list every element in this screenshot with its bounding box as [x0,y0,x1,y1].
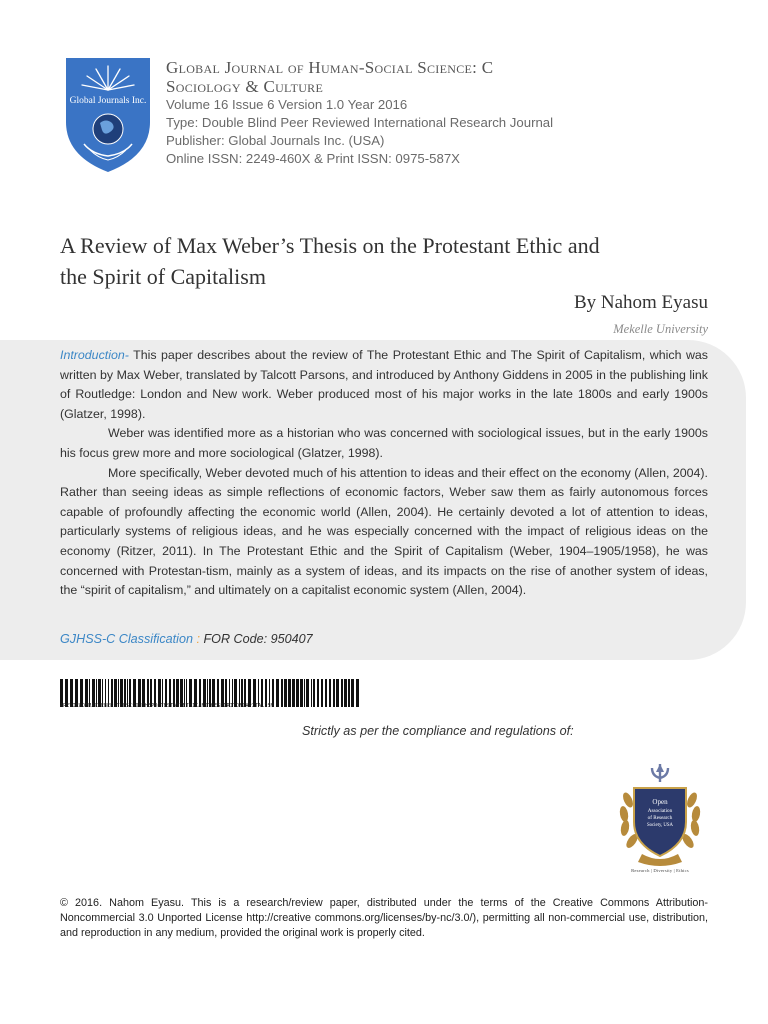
abstract-paragraph-2: Weber was identified more as a historian who was concerned with sociological issues, but in the early 1900s his focus grew more and more sociological (Glatzer, 1998). [60,426,708,460]
abstract [60,346,708,601]
global-journals-logo [62,52,154,174]
abstract-paragraph-1-text: This paper describes about the review of The Protestant Ethic and The Spirit of Capitalism, which was written by Max Weber, translated by Talcott Parsons, and introduced by Anthony Giddens in 2005 in the publishing link of Routledge: London and New work. Weber produced most of his major works in the late 1800s and early 1900s (Glatzer, 1998). [60,348,708,421]
license-statement: © 2016. Nahom Eyasu. This is a research/review paper, distributed under the terms of the Creative Commons Attribution-Noncommercial 3.0 Unported License http://creative commons.org/licenses/by-nc/3.0/), permitting all non-commercial use, distribution, and reproduction in any medium, provided the original work is properly cited. [60,897,708,939]
journal-name-line2: Sociology & Culture [166,77,324,96]
emblem-footer: Research | Diversity | Ethics [631,868,689,873]
author-affiliation: Mekelle University [613,322,708,336]
laurel-emblem-icon [612,760,708,870]
shield-logo-icon [62,52,154,174]
journal-issn: Online ISSN: 2249-460X & Print ISSN: 0975-587X [166,151,460,166]
journal-publisher: Publisher: Global Journals Inc. (USA) [166,133,385,148]
barcode-text: AREVIEWOFMAXWEBERSTHESISONTHEPROTESTANTETHICANDTHESPIRITOFCAPITALISM [60,703,274,709]
classification-separator: : [196,632,200,646]
emblem-line2: Association [647,808,673,814]
emblem-line4: Society, USA [646,823,674,828]
compliance-statement: Strictly as per the compliance and regulations of: [302,724,574,738]
classification-label: GJHSS-C Classification [60,632,193,646]
journal-type: Type: Double Blind Peer Reviewed International Research Journal [166,115,554,130]
open-association-emblem [612,760,708,878]
logo-text: Global Journals Inc. [69,96,147,106]
emblem-line1: Open [652,798,668,806]
abstract-paragraph-3: More specifically, Weber devoted much of his attention to ideas and their effect on the economy (Allen, 2004). Rather than seeing ideas as simple reflections of economic factors, Weber saw them as fairly autonomous forces capable of profoundly affecting the economic world (Allen, 2004). He certainly devoted a lot of attention to ideas, particularly systems of religious ideas, and he was especially concerned with the impact of religious ideas on the economy (Ritzer, 2011). In The Protestant Ethic and the Spirit of Capitalism (Weber, 1904–1905/1958), he was concerned with Protestan-tism, mainly as a system of ideas, and its impacts on the rise of another system of ideas, the “spirit of capitalism,” and ultimately on a capitalist economic system (Allen, 2004). [60,465,708,598]
article-title [60,230,720,292]
introduction-label: Introduction- [60,348,129,362]
journal-volume: Volume 16 Issue 6 Version 1.0 Year 2016 [166,97,408,112]
emblem-line3: of Research [647,815,673,821]
journal-name-line1: Global Journal of Human-Social Science: C [166,58,494,77]
article-title-line1: A Review of Max Weber’s Thesis on the Protestant Ethic and [60,233,600,258]
classification-code: FOR Code: 950407 [199,632,313,646]
article-author: By Nahom Eyasu [573,292,708,313]
article-title-line2: the Spirit of Capitalism [60,264,266,289]
abstract-paragraph-1 [60,346,708,424]
classification [60,632,313,646]
journal-header [166,58,726,168]
